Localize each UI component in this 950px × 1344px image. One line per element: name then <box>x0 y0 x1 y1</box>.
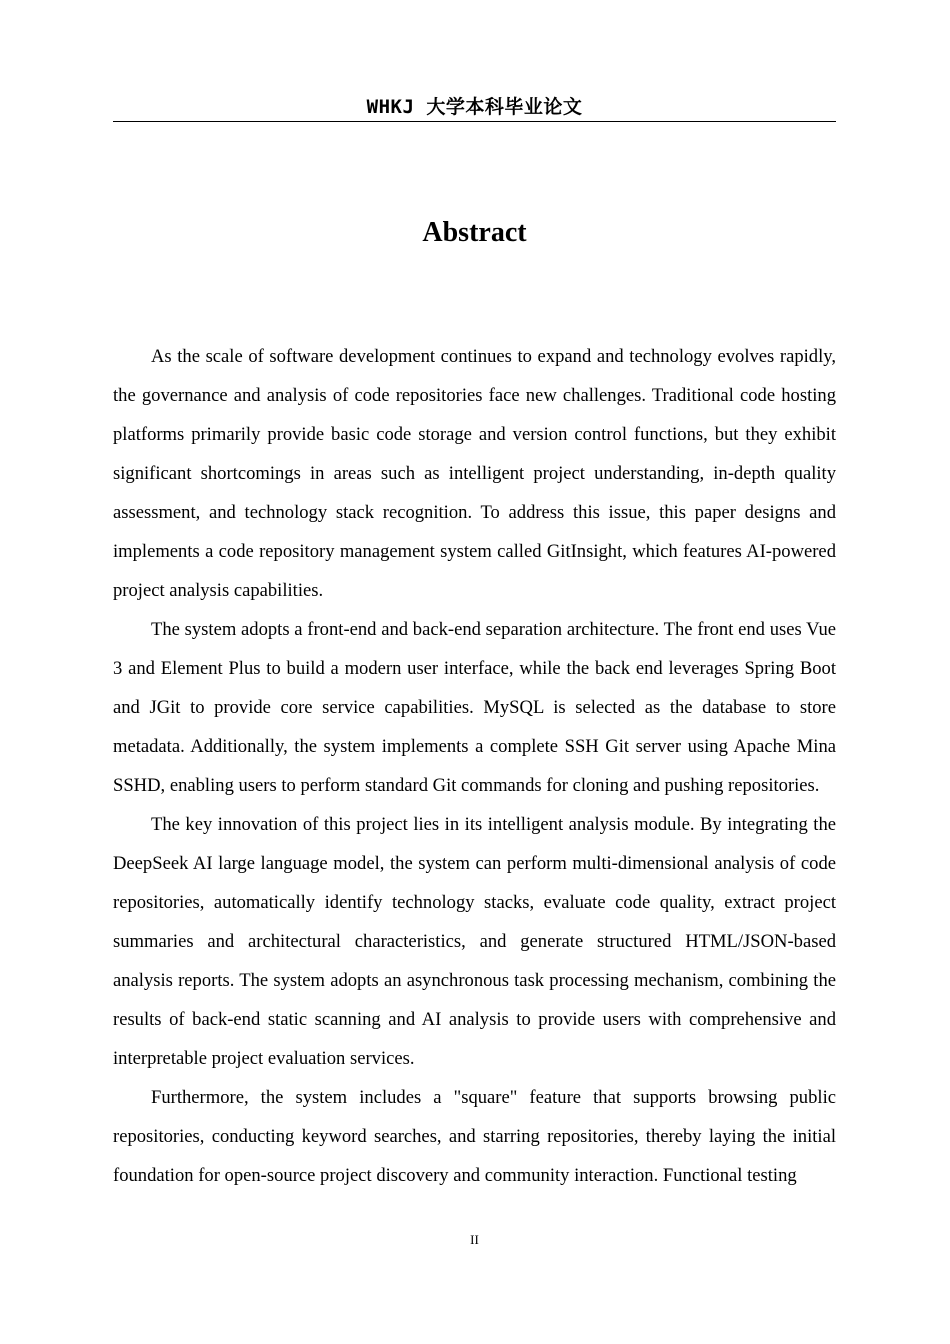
header-rule <box>113 121 836 122</box>
page-title: Abstract <box>422 217 527 248</box>
abstract-paragraph-2: The system adopts a front-end and back-end separation architecture. The front end uses Vue 3 and Element Plus to build a modern user interface, while the back end leverages Spring Boot and JGit to provide core service capabilities. MySQL is selected as the database to store metadata. Additionally, the system implements a complete SSH Git server using Apache Mina SSHD, enabling users to perform standard Git commands for cloning and pushing repositories. <box>113 619 836 796</box>
page-number: II <box>470 1232 479 1247</box>
abstract-paragraph-1: As the scale of software development continues to expand and technology evolves rapidly, the governance and analysis of code repositories face new challenges. Traditional code hosting platforms primarily provide basic code storage and version control functions, but they exhibit significant shortcomings in areas such as intelligent project understanding, in-depth quality assessment, and technology stack recognition. To address this issue, this paper designs and implements a code repository management system called GitInsight, which features AI-powered project analysis capabilities. <box>113 346 836 601</box>
abstract-paragraph-3: The key innovation of this project lies in its intelligent analysis module. By integrating the DeepSeek AI large language model, the system can perform multi-dimensional analysis of code repositories, automatically identify technology stacks, evaluate code quality, extract project summaries and architectural characteristics, and generate structured HTML/JSON-based analysis reports. The system adopts an asynchronous task processing mechanism, combining the results of back-end static scanning and AI analysis to provide users with comprehensive and interpretable project evaluation services. <box>113 814 836 1069</box>
running-header: WHKJ 大学本科毕业论文 <box>366 96 583 118</box>
abstract-paragraph-4: Furthermore, the system includes a "square" feature that supports browsing public repositories, conducting keyword searches, and starring repositories, thereby laying the initial foundation for open-source project discovery and community interaction. Functional testing <box>113 1087 836 1186</box>
abstract-body <box>113 337 836 1195</box>
